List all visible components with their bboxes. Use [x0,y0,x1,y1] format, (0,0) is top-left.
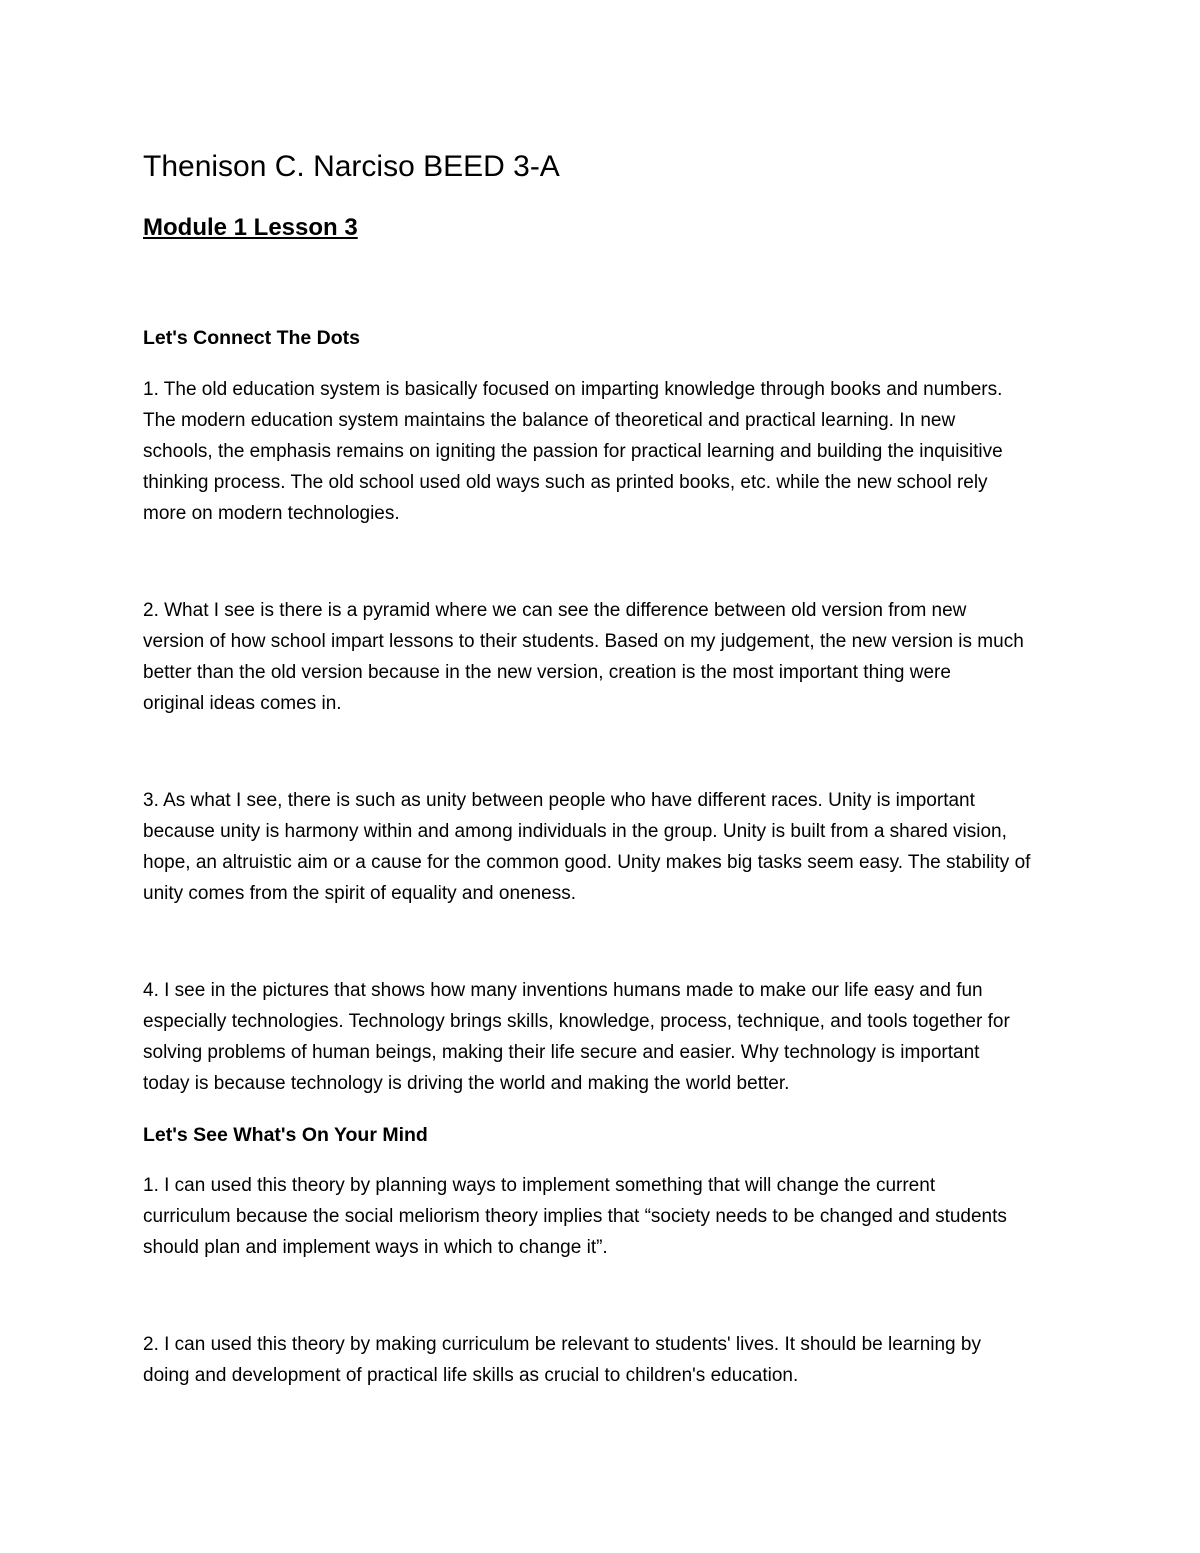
paragraph-6 [143,1329,1080,1391]
document-subtitle: Module 1 Lesson 3 [143,214,358,241]
paragraph-line: 3. As what I see, there is such as unity between people who have different races. Unity is important [143,790,975,811]
paragraph-line: curriculum because the social meliorism theory implies that “society needs to be changed and students [143,1206,1007,1227]
paragraph-line: today is because technology is driving the world and making the world better. [143,1073,790,1094]
section-heading: Let's Connect The Dots [143,327,360,349]
section-heading: Let's See What's On Your Mind [143,1124,428,1146]
paragraph-line: 2. I can used this theory by making curriculum be relevant to students' lives. It should be learning by [143,1334,981,1355]
paragraph-line: unity comes from the spirit of equality and oneness. [143,883,577,904]
paragraph-line: original ideas comes in. [143,693,342,714]
paragraph-line: hope, an altruistic aim or a cause for the common good. Unity makes big tasks seem easy. The stability of [143,852,1031,873]
paragraph-line: because unity is harmony within and among individuals in the group. Unity is built from a shared vision, [143,821,1007,842]
section-lets-see-whats-on-your-mind [143,1120,1080,1391]
paragraph-line: 4. I see in the pictures that shows how many inventions humans made to make our life easy and fun [143,980,983,1001]
paragraph-line: 1. I can used this theory by planning ways to implement something that will change the current [143,1175,936,1196]
paragraph-line: better than the old version because in the new version, creation is the most important thing were [143,662,951,683]
paragraph-line: more on modern technologies. [143,503,400,524]
paragraph-1 [143,374,1080,529]
paragraph-line: should plan and implement ways in which to change it”. [143,1237,608,1258]
paragraph-line: 1. The old education system is basically focused on imparting knowledge through books and numbers. [143,379,1003,400]
paragraph-line: especially technologies. Technology brings skills, knowledge, process, technique, and tools together for [143,1011,1010,1032]
paragraph-line: doing and development of practical life skills as crucial to children's education. [143,1365,799,1386]
paragraph-3 [143,785,1080,909]
paragraph-line: schools, the emphasis remains on igniting the passion for practical learning and building the inquisitive [143,441,1003,462]
paragraph-2 [143,595,1080,719]
paragraph-line: thinking process. The old school used old ways such as printed books, etc. while the new school rely [143,472,988,493]
document-title: Thenison C. Narciso BEED 3-A [143,150,560,183]
paragraph-line: version of how school impart lessons to their students. Based on my judgement, the new version is much [143,631,1024,652]
paragraph-4 [143,975,1080,1099]
paragraph-5 [143,1170,1080,1263]
paragraph-line: solving problems of human beings, making their life secure and easier. Why technology is important [143,1042,980,1063]
section-lets-connect-the-dots [143,323,1080,1099]
paragraph-line: The modern education system maintains the balance of theoretical and practical learning. In new [143,410,956,431]
paragraph-line: 2. What I see is there is a pyramid where we can see the difference between old version from new [143,600,967,621]
